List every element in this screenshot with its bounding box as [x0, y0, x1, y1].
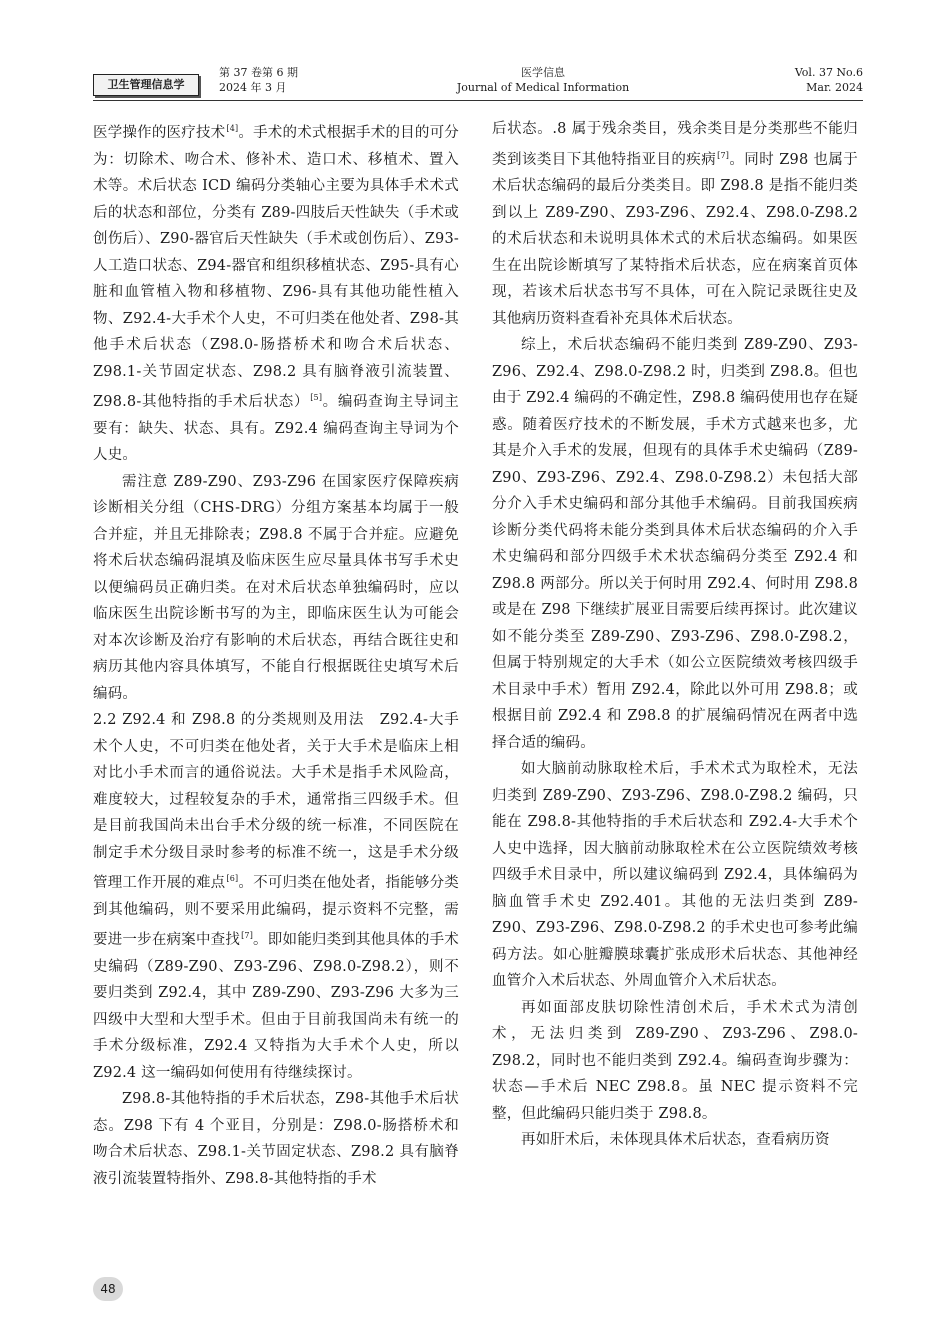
issue-info-en — [795, 65, 863, 95]
citation: [7] — [717, 150, 730, 160]
issue-info-cn — [219, 65, 298, 95]
text-run: 。同时 Z98 也属于术后状态编码的最后分类类目。即 Z98.8 是指不能归类到以上 Z89-Z90、Z93-Z96、Z92.4、Z98.0-Z98.2 的术后状态和未说明具体术式的术后状态编码。如果医生在出院诊断填写了某特指术后状态，应在病案首页体现，若该术后状态书写不具体，可在入院记录既往史及其他病历资料查看补充具体术后状态。 — [492, 151, 859, 327]
journal-title — [413, 65, 673, 95]
paragraph: 再如肝术后，未体现具体术后状态，查看病历资 — [521, 1132, 830, 1148]
page-number: 48 — [93, 1277, 123, 1301]
text-run: 。编码查询主导词主要有：缺失、状态、具有。Z92.4 编码查询主导词为个人史。 — [93, 394, 459, 463]
header-rule — [93, 100, 863, 101]
date-cn: 2024 年 3 月 — [219, 81, 287, 94]
volume-en: Vol. 37 No.6 — [794, 66, 863, 79]
date-en: Mar. 2024 — [806, 81, 863, 94]
journal-name-cn: 医学信息 — [521, 66, 565, 79]
volume-cn: 第 37 卷第 6 期 — [219, 66, 298, 79]
paragraph: 如大脑前动脉取栓术后，手术术式为取栓术，无法归类到 Z89-Z90、Z93-Z96、Z98.0-Z98.2 编码，只能在 Z98.8-其他特指的手术后状态和 Z92.4-大手术个人史中选择，因大脑前动脉取栓术在公立医院绩效考核四级手术目录中，所以建议编码到 Z92.4，具体编码为脑血管手术史 Z92.401。其他的无法归类到 Z89-Z90、Z93-Z96、Z98.0-Z98.2 的手术史也可参考此编码方法。如心脏瓣膜球囊扩张成形术后状态、其他神经血管介入术后状态、外周血管介入术后状态。 — [492, 761, 858, 989]
text-run: 。手术的术式根据手术的目的可分为：切除术、吻合术、修补术、造口术、移植术、置入术等。术后状态 ICD 编码分类轴心主要为具体手术术式后的状态和部位，分类有 Z89-四肢后天性缺失（手术或创伤后）、Z90-器官后天性缺失（手术或创伤后）、Z93-人工造口状态、Z94-器官和组织移植状态、Z95-具有心脏和血管植入物和移植物、Z96-具有其他功能性植入物、Z92.4-大手术个人史，不可归类在他处者、Z98-其他手术后状态（Z98.0-肠搭桥术和吻合术后状态、Z98.1-关节固定状态、Z98.2 具有脑脊液引流装置、Z98.8-其他特指的手术后状态） — [93, 125, 459, 410]
text-run: 。不可归类在他处者，指能够分类到其他编码，则不要采用此编码，提示资料不完整，需要进一步在病案中查找 — [93, 875, 459, 948]
citation: [6] — [226, 874, 239, 883]
section-paragraph — [93, 707, 459, 1086]
citation: [4] — [226, 124, 239, 133]
journal-name-en: Journal of Medical Information — [456, 81, 630, 94]
paragraph — [492, 116, 858, 332]
text-run: 2.2 Z92.4 和 Z98.8 的分类规则及用法 Z92.4-大手术个人史，不可归类在他处者，关于大手术是临床上相对比小手术而言的通俗说法。大手术是指手术风险高，难度较大，过程较复杂的手术，通常指三四级手术。但是目前我国尚未出台手术分级的统一标准，不同医院在制定手术分级目录时参考的标准不统一，这是手术分级管理工作开展的难点 — [93, 712, 459, 891]
paragraph: Z98.8-其他特指的手术后状态，Z98-其他手术后状态。Z98 下有 4 个亚目，分别是：Z98.0-肠搭桥术和吻合术后状态、Z98.1-关节固定状态、Z98.2 具有脑脊液引流装置特指外、Z98.8-其他特指的手术 — [93, 1091, 459, 1187]
text-run: 。即如能归类到其他具体的手术史编码（Z89-Z90、Z93-Z96、Z98.0-Z98.2），则不要归类到 Z92.4，其中 Z89-Z90、Z93-Z96 大多为三四级中大型和大型手术。但由于目前我国尚未有统一的手术分级标准，Z92.4 又特指为大手术个人史，所以 Z92.4 这一编码如何使用有待继续探讨。 — [93, 932, 459, 1081]
section-tag: 卫生管理信息学 — [93, 74, 199, 96]
citation: [5] — [310, 393, 323, 402]
paragraph: 需注意 Z89-Z90、Z93-Z96 在国家医疗保障疾病诊断相关分组（CHS-DRG）分组方案基本均属于一般合并症，并且无排除表；Z98.8 不属于合并症。应避免将术后状态编码混填及临床医生应尽量具体书写手术史以便编码员正确归类。在对术后状态单独编码时，应以临床医生出院诊断书写的为主，即临床医生认为可能会对本次诊断及治疗有影响的术后状态，再结合既往史和病历其他内容具体填写，不能自行根据既往史填写术后编码。 — [93, 473, 459, 702]
text-run: 医学操作的医疗技术 — [93, 125, 226, 141]
paragraph: 综上，术后状态编码不能归类到 Z89-Z90、Z93-Z96、Z92.4、Z98.0-Z98.2 时，归类到 Z98.8。但也由于 Z92.4 编码的不确定性，Z98.8 编码使用也存在疑惑。随着医疗技术的不断发展，手术方式越来也多，尤其是介入手术的发展，但现有的具体手术史编码（Z89-Z90、Z93-Z96、Z92.4、Z98.0-Z98.2）未包括大部分介入手术史编码和部分其他手术编码。目前我国疾病诊断分类代码将未能分类到具体术后状态编码的介入手术史编码和部分四级手术术状态编码分类至 Z92.4 和 Z98.8 两部分。所以关于何时用 Z92.4、何时用 Z98.8 或是在 Z98 下继续扩展亚目需要后续再探讨。此次建议如不能分类至 Z89-Z90、Z93-Z96、Z98.0-Z98.2，但属于特别规定的大手术（如公立医院绩效考核四级手术目录中手术）暂用 Z92.4，除此以外可用 Z98.8；或根据目前 Z92.4 和 Z98.8 的扩展编码情况在两者中选择合适的编码。 — [492, 337, 858, 751]
paragraph — [93, 116, 459, 469]
citation: [7] — [241, 931, 254, 940]
right-column — [492, 116, 858, 1154]
text-run: 后状态。.8 属于残余类目，残余类目是分类那些不能归类到该类目下其他特指亚目的疾病 — [492, 121, 858, 168]
page-header — [93, 60, 863, 104]
paragraph: 再如面部皮肤切除性清创术后，手术术式为清创术，无法归类到 Z89-Z90、Z93-Z96、Z98.0-Z98.2，同时也不能归类到 Z92.4。编码查询步骤为：状态—手术后 NEC Z98.8。虽 NEC 提示资料不完整，但此编码只能归类于 Z98.8。 — [492, 999, 858, 1122]
left-column — [93, 116, 459, 1192]
